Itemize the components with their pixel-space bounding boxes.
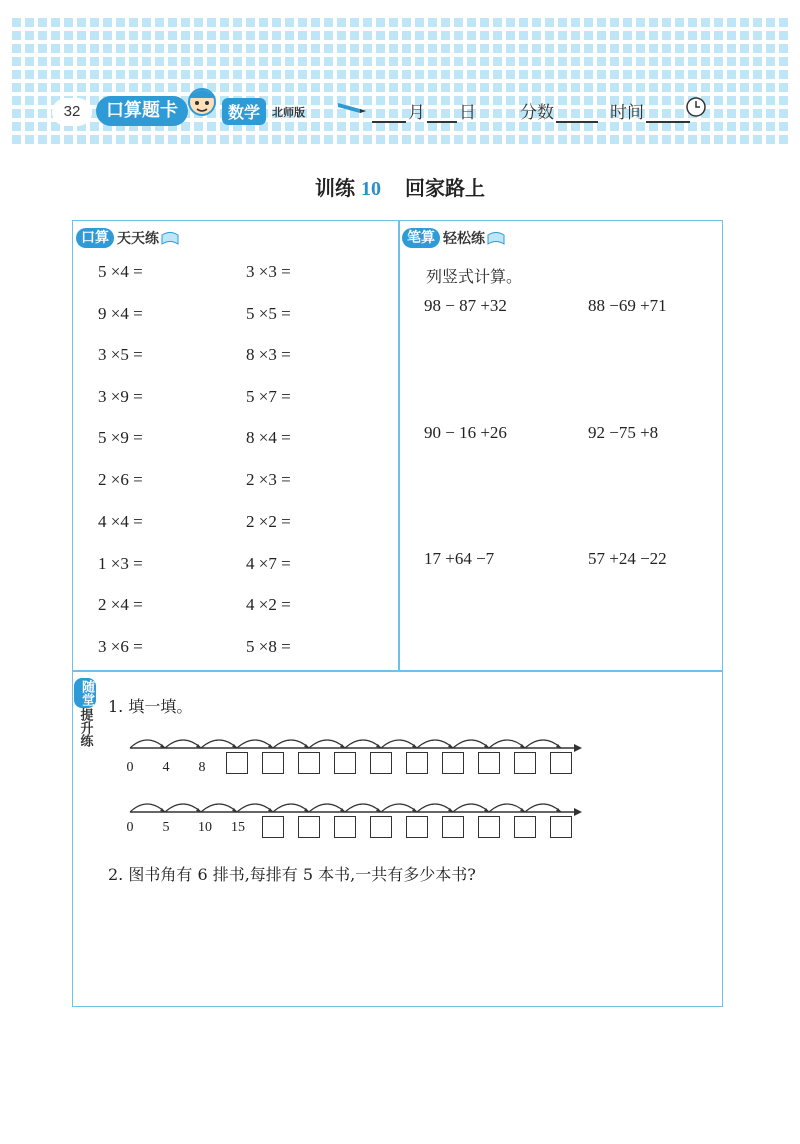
header-band xyxy=(12,14,788,148)
time-label: 时间 xyxy=(610,103,644,123)
month-label: 月 xyxy=(408,103,425,123)
book-icon xyxy=(487,231,505,245)
answer-box[interactable] xyxy=(262,752,284,774)
written-problem: 92 −75 +8 xyxy=(588,423,659,442)
oral-eq: 2 ×6 = xyxy=(98,470,143,489)
practice-tag xyxy=(72,678,98,747)
oral-eq: 5 ×5 = xyxy=(246,304,291,323)
subject-label: 数学 xyxy=(222,98,266,125)
number-line-2-label: 10 xyxy=(198,820,212,835)
oral-eq: 2 ×3 = xyxy=(246,470,291,489)
oral-eq: 5 ×4 = xyxy=(98,262,143,281)
written-problem: 17 +64 −7 xyxy=(424,549,495,568)
score-label: 分数 xyxy=(520,103,554,123)
page-title xyxy=(0,172,800,201)
answer-box[interactable] xyxy=(550,752,572,774)
pencil-icon xyxy=(336,100,368,114)
oral-eq: 5 ×7 = xyxy=(246,387,291,406)
oral-eq: 2 ×2 = xyxy=(246,512,291,531)
title-number: 10 xyxy=(361,178,381,200)
question-2: 2. 图书角有 6 排书,每排有 5 本书,一共有多少本书? xyxy=(108,865,476,884)
edition-label: 北师版 xyxy=(272,106,305,119)
month-blank[interactable] xyxy=(372,103,406,123)
answer-box[interactable] xyxy=(514,752,536,774)
practice-tag-bottom: 提升练 xyxy=(77,708,93,747)
number-line-2-label: 15 xyxy=(231,820,245,835)
answer-box[interactable] xyxy=(442,752,464,774)
clock-icon xyxy=(684,95,708,119)
number-line-1-label: 0 xyxy=(126,760,134,775)
answer-box[interactable] xyxy=(334,752,356,774)
oral-eq: 2 ×4 = xyxy=(98,595,143,614)
oral-eq: 3 ×6 = xyxy=(98,637,143,656)
written-tag-pill: 笔算 xyxy=(402,228,440,248)
date-score-row xyxy=(370,98,692,123)
written-tag xyxy=(402,228,505,248)
oral-eq: 9 ×4 = xyxy=(98,304,143,323)
written-problem: 57 +24 −22 xyxy=(588,549,667,568)
oral-eq: 5 ×8 = xyxy=(246,637,291,656)
title-name: 回家路上 xyxy=(405,176,485,200)
practice-tag-top: 随堂 xyxy=(74,678,96,708)
answer-box[interactable] xyxy=(370,752,392,774)
page-number: 32 xyxy=(52,98,92,126)
answer-box[interactable] xyxy=(478,816,500,838)
answer-box[interactable] xyxy=(406,752,428,774)
oral-eq: 4 ×4 = xyxy=(98,512,143,531)
written-practice-box xyxy=(398,220,723,672)
written-tag-rest: 轻松练 xyxy=(443,231,485,247)
oral-eq: 4 ×7 = xyxy=(246,554,291,573)
answer-box[interactable] xyxy=(478,752,500,774)
oral-eq: 4 ×2 = xyxy=(246,595,291,614)
answer-box[interactable] xyxy=(514,816,536,838)
mascot-icon xyxy=(180,82,224,126)
written-problem: 98 − 87 +32 xyxy=(424,296,507,315)
practice-box xyxy=(72,670,723,1007)
number-line-2-label: 0 xyxy=(126,820,134,835)
answer-box[interactable] xyxy=(298,816,320,838)
day-label: 日 xyxy=(459,103,476,123)
answer-box[interactable] xyxy=(226,752,248,774)
oral-tag-pill: 口算 xyxy=(76,228,114,248)
oral-eq: 3 ×5 = xyxy=(98,345,143,364)
book-icon xyxy=(161,231,179,245)
answer-box[interactable] xyxy=(550,816,572,838)
oral-eq: 8 ×4 = xyxy=(246,428,291,447)
answer-box[interactable] xyxy=(298,752,320,774)
answer-box[interactable] xyxy=(406,816,428,838)
written-problem: 90 − 16 +26 xyxy=(424,423,507,442)
number-line-1-label: 4 xyxy=(162,760,170,775)
answer-box[interactable] xyxy=(442,816,464,838)
number-line-1-label: 8 xyxy=(198,760,206,775)
answer-box[interactable] xyxy=(262,816,284,838)
answer-box[interactable] xyxy=(334,816,356,838)
oral-tag xyxy=(76,228,179,248)
written-problem: 88 −69 +71 xyxy=(588,296,667,315)
oral-eq: 3 ×9 = xyxy=(98,387,143,406)
written-instruction: 列竖式计算。 xyxy=(426,267,523,286)
day-blank[interactable] xyxy=(427,103,457,123)
score-blank[interactable] xyxy=(556,103,598,123)
oral-tag-rest: 天天练 xyxy=(117,231,159,247)
oral-eq: 3 ×3 = xyxy=(246,262,291,281)
number-line-2-label: 5 xyxy=(162,820,170,835)
logo-title: 口算题卡 xyxy=(96,96,188,126)
oral-eq: 1 ×3 = xyxy=(98,554,143,573)
question-1: 1. 填一填。 xyxy=(108,697,193,716)
oral-eq: 8 ×3 = xyxy=(246,345,291,364)
oral-eq: 5 ×9 = xyxy=(98,428,143,447)
title-prefix: 训练 xyxy=(315,176,355,200)
answer-box[interactable] xyxy=(370,816,392,838)
